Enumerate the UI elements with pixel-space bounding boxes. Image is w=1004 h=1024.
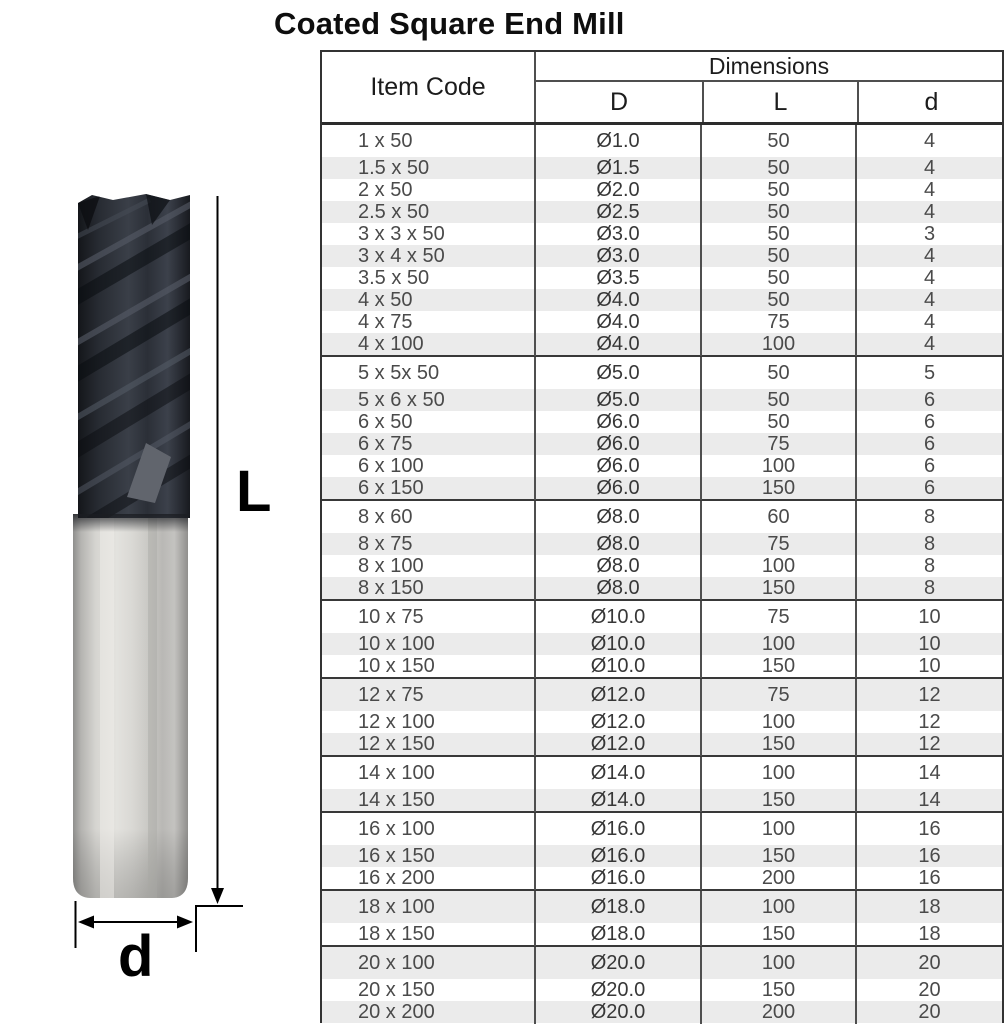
cell-shank-d: 16 [855, 813, 1002, 845]
cell-diameter-D: Ø18.0 [534, 891, 700, 923]
table-group [322, 599, 1002, 677]
cell-item-code: 5 x 6 x 50 [358, 389, 445, 411]
table-group [322, 677, 1002, 755]
table-row [322, 477, 1002, 499]
cell-item-code: 2.5 x 50 [358, 201, 430, 223]
cell-length-L: 100 [700, 711, 855, 734]
cell-diameter-D: Ø3.0 [534, 223, 700, 246]
cell-shank-d: 5 [855, 357, 1002, 389]
table-row [322, 311, 1002, 333]
cell-shank-d: 18 [855, 923, 1002, 946]
cell-length-L: 100 [700, 813, 855, 845]
cell-diameter-D: Ø3.5 [534, 267, 700, 290]
spec-table [320, 50, 1004, 1023]
cell-item-code: 16 x 150 [358, 845, 435, 867]
table-group [322, 811, 1002, 889]
cell-diameter-D: Ø4.0 [534, 311, 700, 334]
shank [73, 514, 188, 898]
cell-shank-d: 6 [855, 455, 1002, 478]
cell-length-L: 50 [700, 201, 855, 224]
table-row [322, 455, 1002, 477]
cell-item-code: 14 x 100 [358, 761, 435, 784]
cell-item-code: 1.5 x 50 [358, 157, 430, 179]
cell-length-L: 75 [700, 679, 855, 711]
cell-item-code: 12 x 100 [358, 711, 435, 733]
cell-item-code: 8 x 150 [358, 577, 424, 599]
table-row [322, 845, 1002, 867]
cell-length-L: 150 [700, 477, 855, 500]
table-row [322, 711, 1002, 733]
cell-shank-d: 6 [855, 433, 1002, 456]
table-row [322, 789, 1002, 811]
cell-shank-d: 4 [855, 245, 1002, 268]
table-row [322, 533, 1002, 555]
cell-item-code: 6 x 75 [358, 433, 413, 455]
cell-item-code: 16 x 100 [358, 817, 435, 840]
table-row [322, 867, 1002, 889]
cell-length-L: 75 [700, 601, 855, 633]
cell-shank-d: 10 [855, 601, 1002, 633]
cell-shank-d: 6 [855, 411, 1002, 434]
cell-diameter-D: Ø8.0 [534, 501, 700, 533]
cell-shank-d: 14 [855, 757, 1002, 789]
cell-diameter-D: Ø14.0 [534, 757, 700, 789]
table-row [322, 923, 1002, 945]
cell-length-L: 200 [700, 867, 855, 890]
table-row [322, 1001, 1002, 1023]
cell-shank-d: 10 [855, 655, 1002, 678]
length-dimension-label: L [236, 459, 272, 524]
header-col-L: L [702, 82, 857, 122]
cell-item-code: 4 x 75 [358, 311, 413, 333]
table-group [322, 499, 1002, 599]
cell-diameter-D: Ø3.0 [534, 245, 700, 268]
cell-item-code: 14 x 150 [358, 789, 435, 811]
table-body [322, 125, 1002, 1023]
cell-diameter-D: Ø6.0 [534, 477, 700, 500]
cell-item-code: 8 x 100 [358, 555, 424, 577]
table-row [322, 179, 1002, 201]
cell-length-L: 75 [700, 533, 855, 556]
table-row [322, 433, 1002, 455]
cell-length-L: 50 [700, 125, 855, 157]
cell-length-L: 50 [700, 289, 855, 312]
cell-length-L: 150 [700, 979, 855, 1002]
table-row [322, 947, 1002, 979]
header-dimensions: Dimensions [536, 52, 1002, 82]
cell-length-L: 50 [700, 157, 855, 180]
header-col-D: D [609, 87, 629, 116]
cell-item-code: 2 x 50 [358, 179, 413, 201]
table-row [322, 201, 1002, 223]
cell-item-code: 8 x 75 [358, 533, 413, 555]
cell-length-L: 50 [700, 389, 855, 412]
table-group [322, 945, 1002, 1023]
cell-diameter-D: Ø12.0 [534, 679, 700, 711]
cell-diameter-D: Ø8.0 [534, 555, 700, 578]
cell-item-code: 10 x 75 [358, 605, 424, 628]
cell-diameter-D: Ø2.0 [534, 179, 700, 202]
cell-shank-d: 12 [855, 733, 1002, 756]
table-row [322, 411, 1002, 433]
cell-diameter-D: Ø1.5 [534, 157, 700, 180]
table-row [322, 245, 1002, 267]
cell-diameter-D: Ø8.0 [534, 577, 700, 600]
table-header [322, 52, 1002, 125]
cell-item-code: 10 x 150 [358, 655, 435, 677]
cell-item-code: 3 x 3 x 50 [358, 223, 445, 245]
table-row [322, 501, 1002, 533]
cell-item-code: 6 x 100 [358, 455, 424, 477]
cell-length-L: 150 [700, 733, 855, 756]
cell-diameter-D: Ø6.0 [534, 411, 700, 434]
cell-shank-d: 4 [855, 289, 1002, 312]
cell-shank-d: 4 [855, 157, 1002, 180]
cell-shank-d: 4 [855, 267, 1002, 290]
cell-length-L: 50 [700, 357, 855, 389]
cell-item-code: 10 x 100 [358, 633, 435, 655]
table-row [322, 577, 1002, 599]
cell-shank-d: 6 [855, 477, 1002, 500]
table-row [322, 357, 1002, 389]
cell-item-code: 20 x 200 [358, 1001, 435, 1023]
cell-shank-d: 10 [855, 633, 1002, 656]
shank-diameter-label: d [118, 924, 154, 989]
cell-length-L: 150 [700, 655, 855, 678]
cell-shank-d: 20 [855, 979, 1002, 1002]
cell-shank-d: 8 [855, 577, 1002, 600]
cell-item-code: 6 x 50 [358, 411, 413, 433]
cell-length-L: 75 [700, 433, 855, 456]
cell-length-L: 50 [700, 245, 855, 268]
cell-shank-d: 4 [855, 311, 1002, 334]
cell-item-code: 20 x 100 [358, 951, 435, 974]
cell-shank-d: 18 [855, 891, 1002, 923]
cell-item-code: 12 x 150 [358, 733, 435, 755]
table-row [322, 125, 1002, 157]
cell-shank-d: 12 [855, 679, 1002, 711]
cell-length-L: 60 [700, 501, 855, 533]
cell-item-code: 3 x 4 x 50 [358, 245, 445, 267]
table-row [322, 633, 1002, 655]
cell-diameter-D: Ø8.0 [534, 533, 700, 556]
cell-diameter-D: Ø6.0 [534, 455, 700, 478]
table-row [322, 267, 1002, 289]
cell-shank-d: 4 [855, 201, 1002, 224]
table-row [322, 157, 1002, 179]
cell-item-code: 3.5 x 50 [358, 267, 430, 289]
table-row [322, 813, 1002, 845]
cell-length-L: 50 [700, 223, 855, 246]
cell-diameter-D: Ø10.0 [534, 633, 700, 656]
cell-shank-d: 20 [855, 947, 1002, 979]
table-row [322, 655, 1002, 677]
cell-diameter-D: Ø4.0 [534, 289, 700, 312]
table-group [322, 355, 1002, 499]
cell-length-L: 150 [700, 923, 855, 946]
header-dimensions-group [534, 52, 1002, 122]
cell-length-L: 100 [700, 555, 855, 578]
table-row [322, 757, 1002, 789]
cell-length-L: 150 [700, 845, 855, 868]
cell-diameter-D: Ø14.0 [534, 789, 700, 812]
cell-item-code: 8 x 60 [358, 505, 413, 528]
cell-item-code: 18 x 150 [358, 923, 435, 945]
table-row [322, 223, 1002, 245]
cell-shank-d: 8 [855, 555, 1002, 578]
cell-length-L: 100 [700, 947, 855, 979]
header-item-code: Item Code [370, 72, 486, 101]
end-mill-figure [0, 0, 300, 1002]
cell-length-L: 200 [700, 1001, 855, 1024]
cell-diameter-D: Ø10.0 [534, 655, 700, 678]
cell-length-L: 50 [700, 411, 855, 434]
cell-shank-d: 8 [855, 533, 1002, 556]
cell-diameter-D: Ø2.5 [534, 201, 700, 224]
cell-diameter-D: Ø5.0 [534, 357, 700, 389]
cell-shank-d: 16 [855, 867, 1002, 890]
cell-item-code: 12 x 75 [358, 683, 424, 706]
table-row [322, 733, 1002, 755]
table-row [322, 289, 1002, 311]
cell-diameter-D: Ø16.0 [534, 813, 700, 845]
cell-shank-d: 16 [855, 845, 1002, 868]
cell-item-code: 1 x 50 [358, 129, 413, 152]
cell-diameter-D: Ø5.0 [534, 389, 700, 412]
cell-diameter-D: Ø10.0 [534, 601, 700, 633]
cell-diameter-D: Ø1.0 [534, 125, 700, 157]
flute-section [64, 194, 206, 532]
cell-shank-d: 20 [855, 1001, 1002, 1024]
cell-item-code: 6 x 150 [358, 477, 424, 499]
header-sub-row [536, 82, 1002, 122]
cell-item-code: 20 x 150 [358, 979, 435, 1001]
table-row [322, 601, 1002, 633]
cell-diameter-D: Ø18.0 [534, 923, 700, 946]
cell-diameter-D: Ø20.0 [534, 1001, 700, 1024]
cell-length-L: 150 [700, 789, 855, 812]
table-row [322, 555, 1002, 577]
cell-shank-d: 14 [855, 789, 1002, 812]
cell-item-code: 18 x 100 [358, 895, 435, 918]
cell-length-L: 50 [700, 179, 855, 202]
cell-shank-d: 12 [855, 711, 1002, 734]
cell-item-code: 16 x 200 [358, 867, 435, 889]
table-group [322, 889, 1002, 945]
cell-shank-d: 8 [855, 501, 1002, 533]
header-col-d: d [857, 82, 1004, 122]
product-title-text: Coated Square End Mill [274, 6, 625, 41]
cell-length-L: 50 [700, 267, 855, 290]
product-title [274, 6, 721, 50]
table-row [322, 979, 1002, 1001]
cell-length-L: 100 [700, 633, 855, 656]
table-row [322, 679, 1002, 711]
cell-diameter-D: Ø16.0 [534, 845, 700, 868]
table-row [322, 389, 1002, 411]
table-row [322, 333, 1002, 355]
cell-diameter-D: Ø4.0 [534, 333, 700, 356]
cell-diameter-D: Ø12.0 [534, 711, 700, 734]
cell-item-code: 4 x 100 [358, 333, 424, 355]
cell-shank-d: 4 [855, 333, 1002, 356]
cell-length-L: 100 [700, 333, 855, 356]
cell-length-L: 100 [700, 455, 855, 478]
cell-diameter-D: Ø16.0 [534, 867, 700, 890]
cell-diameter-D: Ø20.0 [534, 979, 700, 1002]
cell-length-L: 75 [700, 311, 855, 334]
cell-shank-d: 3 [855, 223, 1002, 246]
cell-item-code: 5 x 5x 50 [358, 361, 440, 384]
cell-length-L: 150 [700, 577, 855, 600]
table-row [322, 891, 1002, 923]
cell-item-code: 4 x 50 [358, 289, 413, 311]
cell-shank-d: 4 [855, 125, 1002, 157]
cell-length-L: 100 [700, 757, 855, 789]
cell-diameter-D: Ø6.0 [534, 433, 700, 456]
cell-shank-d: 4 [855, 179, 1002, 202]
cell-shank-d: 6 [855, 389, 1002, 412]
table-group [322, 755, 1002, 811]
cell-diameter-D: Ø20.0 [534, 947, 700, 979]
table-group [322, 125, 1002, 355]
cell-length-L: 100 [700, 891, 855, 923]
cell-diameter-D: Ø12.0 [534, 733, 700, 756]
